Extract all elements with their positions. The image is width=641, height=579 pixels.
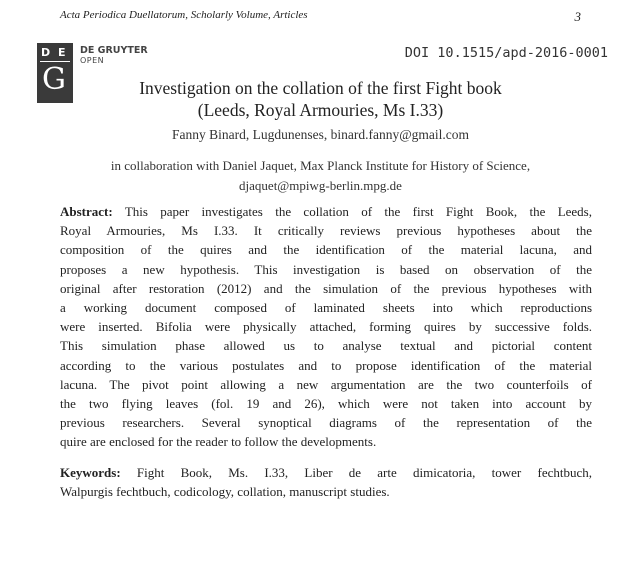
paper-title — [60, 77, 581, 121]
keywords — [60, 463, 592, 501]
abstract-line: lacuna. The pivot point allowing a new argumentation are the two counterfoils of — [60, 376, 592, 392]
abstract-label: Abstract: — [60, 204, 113, 219]
logo-letter-e: E — [58, 46, 66, 59]
publisher-name-sub: OPEN — [80, 56, 105, 65]
abstract-line: quire are enclosed for the reader to follow the developments. — [60, 434, 377, 450]
title-line: Investigation on the collation of the first Fight book — [139, 78, 502, 98]
abstract-line: proposes a new hypothesis. This investigation is based on observation of the — [60, 261, 592, 277]
logo-letter-g: G — [42, 62, 66, 97]
abstract-line: original after restoration (2012) and the simulation of the previous hypotheses with — [60, 280, 592, 296]
abstract-line: composition of the quires and the identification of the material lacuna, and — [60, 242, 592, 258]
abstract-line: a working document composed of laminated sheets into which reproductions — [60, 300, 592, 316]
abstract-line — [60, 202, 592, 221]
running-title: Acta Periodica Duellatorum, Scholarly Volume, Articles — [60, 9, 308, 21]
abstract-text: This paper investigates the collation of the first Fight Book, the Leeds, — [124, 204, 592, 219]
collaboration — [60, 156, 581, 196]
abstract-line: Royal Armouries, Ms I.33. It critically reviews previous hypotheses about the — [60, 223, 592, 239]
title-line: (Leeds, Royal Armouries, Ms I.33) — [197, 100, 444, 120]
abstract-line: the two flying leaves (fol. 19 and 26), which were not taken into account by — [60, 396, 592, 412]
publisher-name-main: DE GRUYTER — [80, 45, 148, 56]
keywords-text: Fight Book, Ms. I.33, Liber de arte dimicatoria, tower fechtbuch, — [136, 465, 592, 480]
collaboration-line: in collaboration with Daniel Jaquet, Max Planck Institute for History of Science, — [110, 158, 531, 173]
abstract — [60, 202, 592, 452]
page-number: 3 — [574, 9, 581, 24]
collaboration-email: djaquet@mpiwg-berlin.mpg.de — [239, 178, 402, 193]
doi: DOI 10.1515/apd-2016-0001 — [404, 45, 608, 61]
abstract-line: previous researchers. Several synoptical diagrams of the representation of the — [60, 415, 592, 431]
logo-letter-d: D — [41, 46, 51, 59]
abstract-line: This simulation phase allowed us to analyse textual and pictorial content — [60, 338, 592, 354]
keywords-line — [60, 463, 592, 482]
abstract-line: according to the various postulates and to propose identification of the material — [60, 357, 592, 373]
author-line: Fanny Binard, Lugdunenses, binard.fanny@gmail.com — [172, 127, 469, 142]
keywords-line: Walpurgis fechtbuch, codicology, collation, manuscript studies. — [60, 484, 390, 500]
keywords-label: Keywords: — [60, 465, 121, 480]
running-header — [60, 7, 581, 29]
publisher-name — [80, 46, 148, 66]
abstract-line: were inserted. Bifolia were physically attached, forming quires by successive folds. — [60, 319, 592, 335]
